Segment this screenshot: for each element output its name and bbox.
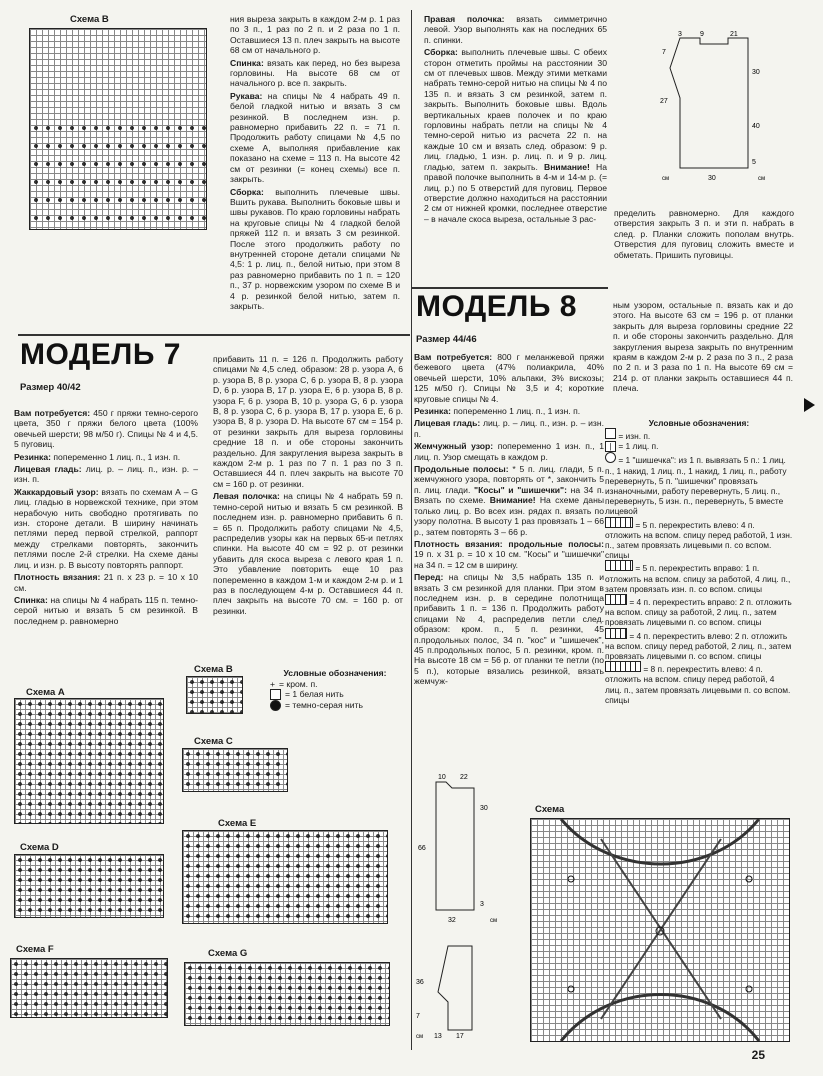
cable-chart-grid (530, 818, 790, 1042)
garment-schematic-top (640, 28, 790, 188)
schema8-label: Схема (535, 804, 565, 815)
svg-text:66: 66 (418, 845, 426, 852)
model7-text-col2: прибавить 11 п. = 126 п. Продолжить работу спицами № 4,5 след. образом: 28 р. узора А, 6 р. узора В, 8 р. узора С, 6 р. узора В, 8 р. узора D, 6 р. узора В, 17 р. узора Е, 6 р. узора В, 8 р. узора F, 6 р. узора В, 10 р. узора G, 6 р. узора В, 8 р. узора С, 6 р. узора В, 17 р. узора Е, 6 р. узора В, 8 р. узора D. На высоте 67 см = 154 р. от резинки закрыть для выреза горловины средние 18 п. и обе стороны закончить раздельно. Для закругления выреза закрыть в каждом 2-м р. 1 раз по 7 п. 1 раз по 3 п. Оставшиеся 44 п. плеч закрыть на высоте 70 см = 160 р. от резинки. Левая полочка: на спицы № 4 набрать 59 п. темно-серой нитью и вязать 5 см резинкой. В последнем изн. р. равномерно прибавить 6 п. = 65 п. Продолжить работу спицами № 4,5, распределив узоры как на первых 65-и петлях спинки. На высоте 40 см = 92 р. от резинки убавить для скоса выреза с левого края 1 п. Это убавление повторить еще 10 раз попеременно в каждом 1-м и каждом 2-м р. и 1 раз в последующем 4-м р. Оставшиеся 44 п. плеч закрыть на высоте 70 см. = 160 р. от резинки. (213, 354, 404, 616)
dark-dot-icon (270, 700, 281, 711)
model8-text-col1: Вам потребуется: 800 г меланжевой пряжи бежевого цвета (47% полиакрила, 40% овечьей шерсти, 10% альпаки, 3% вискозы; 125 м/50 г). Спицы № 3,5 и 4; короткие круговые спицы № 4. Резинка: попеременно 1 лиц. п., 1 изн. п. Лицевая гладь: лиц. р. – лиц. п., изн. р. – изн. п. Жемчужный узор: попеременно 1 изн. п., 1 лиц. п. Узор смещать в каждом р. Продольные полосы: * 5 п. лиц. глади, 5 п. жемчужного узора, повторять от *, закончить 5 п. лиц. глади. "Косы" и "шишечки": на 34 п. Вязать по схеме. Внимание! На схеме даны только лиц. р. Во всех изн. рядах п. вязать по узору полотна. В высоту 1 раз провязать 1 – 66 р., затем повторять 3 – 66 р. Плотность вязания: продольные полосы: 19 п. x 31 р. = 10 x 10 см. "Косы" и "шишечки" на 34 п. = 12 см в ширину. Перед: на спицы № 3,5 набрать 135 п. и вязать 3 см резинкой для планки. При этом в последнем изн. р. в середине полотнища прибавить 1 п. = 136 п. Продолжить работу спицами № 4, распределив петли след. образом: кром. п., 5 п. резинки, 45 п.продольных полос, 34 п. "кос" и "шишечек", 45 п.продольных полос, 5 п. резинки, кром. п. На высоте 18 см = 56 р. от планки те петли (по 5 п.), которые вязались резинкой, вязать жемчуж- (414, 352, 605, 687)
schema-c-label: Схема С (194, 736, 233, 747)
svg-text:40: 40 (752, 123, 760, 130)
svg-text:30: 30 (480, 805, 488, 812)
svg-text:27: 27 (660, 98, 668, 105)
next-page-arrow-icon (804, 398, 815, 412)
schema-a-grid (14, 698, 164, 824)
white-square-icon (270, 689, 281, 700)
model7-end-text: Правая полочка: вязать симметрично левой. Узор выполнять как на последних 65 п. спинки. Сборка: выполнить плечевые швы. С обеих сторон отметить проймы на расстоянии 30 см от плечевых швов. Между этими метками набрать темно-серой нитью на спицы № 4 по 135 п. и вязать 3 см резинкой, затем п. закрыть. Выполнить боковые швы. Вдоль вертикальных краев полочек и по краю горловины набрать петли на спицы № 4 темно-серой нитью из расчета 22 п. на каждые 10 см и вязать след. образом: 9 р. лиц. гладью, 1 изн. р. лиц. п. и 9 р. лиц. гладью, затем п. закрыть. Внимание! На правой полочке выполнить в 4-м и 14-м р. (= лиц. р.) по 5 отверстий для пуговиц. Первое отверстие должно находиться на расстоянии 2 см от нижней кромки, последнее отверстие – в начале скоса выреза, остальные 3 рас- (424, 14, 607, 224)
svg-text:36: 36 (416, 979, 424, 986)
svg-text:30: 30 (752, 69, 760, 76)
svg-text:30: 30 (708, 175, 716, 182)
svg-text:17: 17 (456, 1033, 464, 1040)
svg-text:см: см (662, 176, 670, 182)
schema-d-label: Схема D (20, 842, 59, 853)
svg-text:32: 32 (448, 917, 456, 924)
svg-text:см: см (758, 176, 766, 182)
schema-g-label: Схема G (208, 948, 248, 959)
model7-rule (18, 334, 410, 336)
schema-e-grid (182, 830, 388, 924)
model8-title: МОДЕЛЬ 8 (416, 290, 577, 323)
schema-b-top-grid (29, 28, 207, 230)
model7-title: МОДЕЛЬ 7 (20, 338, 181, 371)
cable-8-left-icon (605, 661, 641, 672)
knit-icon: | (605, 441, 616, 452)
model8-text-col2: ным узором, остальные п. вязать как и до этого. На высоте 63 см = 196 р. от планки закрыть для выреза горловины средние 22 п. и обе стороны закончить раздельно. Для закругления выреза закрыть по внутренним краям в каждом 2-м р. 2 раза по 3 п., 2 раза по 2 п. и 3 раза по 1 п. На высоте 69 см = 214 р. от планки закрыть оставшиеся 44 п. плеча. (613, 300, 793, 394)
cable-4-right-icon (605, 594, 627, 605)
schema-e-label: Схема E (218, 818, 257, 829)
garment-schematic-model8 (408, 770, 508, 1040)
model7-legend: Условные обозначения: + = кром. п. = 1 белая нить = темно-серая нить (270, 668, 387, 711)
schema-a-label: Схема А (26, 687, 65, 698)
model7-end-text-2: пределить равномерно. Для каждого отверстия закрыть 3 п. и эти п. набрать в след. р. Планки сложить пополам внутрь. Отверстия для пуговиц сложить вместе и обметать. Пришить пуговицы. (614, 208, 794, 260)
svg-text:21: 21 (730, 31, 738, 38)
cable-5-right-icon (605, 560, 633, 571)
page-number: 25 (751, 1048, 765, 1062)
svg-text:3: 3 (480, 901, 484, 908)
schema-f-grid (10, 958, 168, 1018)
svg-text:10: 10 (438, 774, 446, 781)
model7-continuation-text: ния выреза закрыть в каждом 2-м р. 1 раз по 3 п., 1 раз по 2 п. и 2 раза по 1 п. Оставшиеся 13 п. плеч закрыть на высоте 68 см от начального р. Спинка: вязать как перед, но без выреза горловины. На высоте 68 см от начального р. все п. закрыть. Рукава: на спицы № 4 набрать 49 п. белой гладкой нитью и вязать 3 см резинкой. В последнем изн. р. равномерно прибавить 22 п. = 71 п. Продолжить работу спицами № 4,5 по схеме А, выполняя прибавление как показано на схеме = 113 п. На высоте 42 см от резинки (= конец схемы) все п. закрыть. Сборка: выполнить плечевые швы. Вшить рукава. Выполнить боковые швы и швы рукавов. По краю горловины набрать на круговые спицы № 4 гладкой белой пряжей 112 п. и вязать 3 см резинкой. После этого продолжить работу по внутренней стороне детали спицами № 4,5: 1 р. лиц. п., белой нитью, при этом 8 раз равномерно прибавить по 1 п. = 120 п., 37 р. норвежским узором по схеме В и 4 р. резинкой белой нитью, затем п. закрыть. (230, 14, 401, 311)
schema-b-small-grid (186, 676, 243, 714)
bobble-icon (605, 452, 616, 463)
model8-legend: Условные обозначения: = изн. п. | = 1 лиц. п. = 1 "шишечка": из 1 п. вывязать 5 п.: 1 лиц. п., 1 накид, 1 лиц. п., 1 накид, 1 лиц. п., работу перевернуть, 5 п. "шишечки" провязать изнаночными, работу перевернуть, 5 лиц. п., перевернуть, 5 изн. п., перевернуть, 5 вместе лицевой = 5 п. перекрестить влево: 4 п. отложить на вспом. спицу перед работой, 1 изн. п., затем провязать лицевыми п. со вспом. спицы = 5 п. перекрестить вправо: 1 п. отложить на вспом. спицу за работой, 4 лиц. п., затем провязать изн. п. со вспом. спицы = 4 п. перекрестить вправо: 2 п. отложить на вспом. спицу за работой, 2 лиц. п., затем провязать лицевыми п. со вспом. спицы = 4 п. перекрестить влево: 2 п. отложить на вспом. спицу перед работой, 2 лиц. п., затем провязать лицевыми п. со вспом. спицы = 8 п. перекрестить влево: 4 п. отложить на вспом. спицу перед работой, 4 лиц. п., затем провязать лицевыми п. со вспом. спицы (605, 418, 793, 705)
svg-text:3: 3 (678, 31, 682, 38)
model7-text-col1: Вам потребуется: 450 г пряжи темно-серого цвета, 350 г пряжи белого цвета (100% овечьей шерсти; 98 м/50 г). Спицы № 4 и 4,5. 5 пуговиц. Резинка: попеременно 1 лиц. п., 1 изн. п. Лицевая гладь: лиц. р. – лиц. п., изн. р. – изн. п. Жаккардовый узор: вязать по схемам А – G лиц. гладью в норвежской технике, при этом нерабочую нить свободно протягивать по изн. стороне детали. В ширину начинать петлями перед первой стрелкой, раппорт между стрелками повторять, закончить петлями после 2-й стрелки. На схеме даны лиц. и изн. р. В высоту повторять раппорт. Плотность вязания: 21 п. x 23 р. = 10 x 10 см. Спинка: на спицы № 4 набрать 115 п. темно-серой нитью и вязать 5 см резинкой. В последнем р. равномерно (14, 408, 199, 626)
schema-b-small-label: Схема В (194, 664, 233, 675)
cable-chart-pattern (531, 819, 789, 1041)
svg-text:22: 22 (460, 774, 468, 781)
svg-text:5: 5 (752, 159, 756, 166)
model7-size: Размер 40/42 (20, 382, 81, 393)
svg-text:9: 9 (700, 31, 704, 38)
cable-5-left-icon (605, 517, 633, 528)
schema-d-grid (14, 854, 164, 918)
grid-pattern (30, 119, 206, 229)
schema-f-label: Схема F (16, 944, 54, 955)
model8-size: Размер 44/46 (416, 334, 477, 345)
plus-icon: + (270, 678, 276, 689)
svg-text:см: см (490, 918, 498, 924)
svg-text:7: 7 (662, 49, 666, 56)
schema-b-label: Схема B (70, 14, 109, 25)
purl-icon (605, 428, 616, 439)
svg-text:см: см (416, 1034, 424, 1040)
cable-4-left-icon (605, 628, 627, 639)
model8-rule (412, 287, 608, 289)
svg-text:7: 7 (416, 1013, 420, 1020)
schema-c-grid (182, 748, 288, 792)
schema-g-grid (184, 962, 390, 1026)
svg-text:13: 13 (434, 1033, 442, 1040)
